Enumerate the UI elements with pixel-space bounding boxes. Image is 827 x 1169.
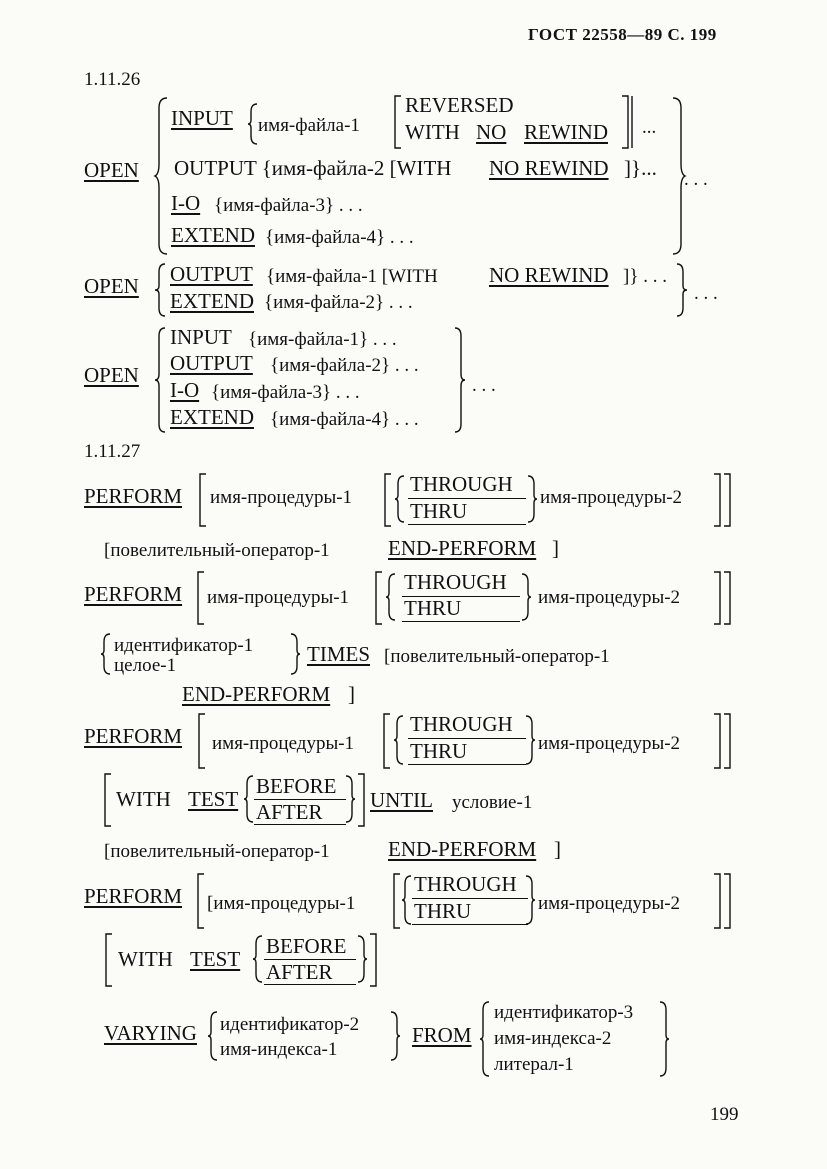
keyword-until: UNTIL [370, 788, 433, 812]
ellipsis: ... [642, 117, 657, 138]
keyword-extend: EXTEND [170, 405, 254, 429]
section-number: 1.11.26 [84, 69, 141, 90]
keyword-reversed: REVERSED [405, 93, 514, 117]
keyword-end-perform: END-PERFORM [388, 837, 537, 861]
brace [291, 634, 301, 674]
keyword-thru: THRU [404, 596, 462, 620]
brace [253, 936, 263, 982]
keyword-perform: PERFORM [84, 484, 183, 508]
keyword-times: TIMES [307, 642, 370, 666]
outer-ellipsis: . . . [472, 375, 496, 396]
file-name-1: {имя-файла-1} . . . [248, 329, 397, 350]
rule [408, 524, 526, 525]
brace [402, 876, 412, 924]
left-bracket [196, 874, 204, 928]
left-bracket [198, 474, 206, 526]
keyword-with: WITH [405, 120, 460, 144]
keyword-thru: THRU [410, 739, 468, 763]
close-bracket: ] [348, 682, 355, 706]
imperative-statement: [повелительный-оператор-1 [384, 646, 610, 667]
keyword-output: OUTPUT [170, 351, 253, 375]
keyword-before: BEFORE [266, 934, 347, 958]
rule [412, 924, 528, 925]
keyword-extend: EXTEND [170, 289, 254, 313]
keyword-input: INPUT [171, 106, 233, 130]
keyword-before: BEFORE [256, 774, 337, 798]
left-bracket [374, 572, 382, 624]
right-brace [677, 264, 689, 316]
procedure-name-1: имя-процедуры-1 [210, 487, 353, 508]
keyword-output: OUTPUT [170, 262, 253, 286]
close-bracket: ] [554, 837, 561, 861]
brace [244, 776, 254, 822]
output-line: OUTPUT {имя-файла-2 [WITH [174, 156, 452, 180]
keyword-from: FROM [412, 1023, 472, 1047]
index-name-1: имя-индекса-1 [220, 1039, 338, 1060]
procedure-name-1: [имя-процедуры-1 [207, 893, 356, 914]
procedure-name-1: имя-процедуры-1 [207, 587, 350, 608]
brace [660, 1002, 670, 1076]
identifier-3: идентификатор-3 [494, 1002, 634, 1023]
keyword-through: THROUGH [410, 712, 513, 736]
left-brace [155, 264, 167, 316]
right-bracket [714, 572, 732, 624]
keyword-no-rewind: NO REWIND [489, 263, 609, 287]
file-name-2: {имя-файла-2} . . . [270, 355, 419, 376]
right-bracket [370, 934, 378, 986]
keyword-thru: THRU [410, 499, 468, 523]
right-bracket [714, 474, 732, 526]
imperative-statement: [повелительный-оператор-1 [104, 841, 330, 862]
left-brace [155, 98, 169, 254]
right-bracket [714, 714, 732, 768]
condition-1: условие-1 [452, 792, 533, 813]
rule [254, 824, 346, 825]
keyword-input: INPUT [170, 325, 232, 349]
left-bracket [393, 96, 401, 148]
left-bracket [382, 714, 390, 768]
left-bracket [392, 874, 400, 928]
output-tail: ]}... [624, 156, 657, 180]
keyword-no-rewind: NO REWIND [489, 156, 609, 180]
procedure-name-2: имя-процедуры-2 [538, 893, 681, 914]
right-bracket [622, 96, 638, 148]
section-number: 1.11.27 [84, 441, 141, 462]
brace [395, 476, 405, 522]
keyword-io: I-O [170, 378, 200, 402]
left-brace [155, 328, 167, 432]
outer-ellipsis: . . . [684, 169, 708, 190]
file-name-3: {имя-файла-3} . . . [211, 382, 360, 403]
page-header: ГОСТ 22558—89 С. 199 [528, 25, 717, 44]
procedure-name-2: имя-процедуры-2 [540, 487, 683, 508]
keyword-through: THROUGH [414, 872, 517, 896]
keyword-after: AFTER [266, 960, 333, 984]
rule [408, 764, 526, 765]
right-bracket [358, 774, 366, 826]
identifier-2: идентификатор-2 [220, 1014, 360, 1035]
keyword-extend: EXTEND [171, 223, 255, 247]
brace [394, 716, 404, 764]
keyword-through: THROUGH [410, 472, 513, 496]
keyword-end-perform: END-PERFORM [182, 682, 331, 706]
keyword-varying: VARYING [104, 1021, 197, 1045]
output-tail: ]} . . . [623, 266, 667, 287]
left-bracket [104, 934, 112, 986]
brace [346, 776, 356, 822]
keyword-test: TEST [190, 947, 241, 971]
keyword-io: I-O [171, 191, 201, 215]
procedure-name-2: имя-процедуры-2 [538, 733, 681, 754]
keyword-test: TEST [188, 787, 239, 811]
left-bracket [197, 714, 205, 768]
rule [402, 621, 520, 622]
keyword-with: WITH [118, 947, 173, 971]
keyword-perform: PERFORM [84, 582, 183, 606]
index-name-2: имя-индекса-2 [494, 1028, 612, 1049]
keyword-perform: PERFORM [84, 884, 183, 908]
identifier-1: идентификатор-1 [114, 635, 254, 656]
left-bracket [383, 474, 391, 526]
brace [248, 104, 258, 144]
imperative-statement: [повелительный-оператор-1 [104, 540, 330, 561]
brace [526, 876, 536, 924]
keyword-through: THROUGH [404, 570, 507, 594]
file-name-3: {имя-файла-3} . . . [214, 195, 363, 216]
file-name-4: {имя-файла-4} . . . [270, 409, 419, 430]
keyword-open: OPEN [84, 274, 139, 298]
keyword-no: NO [476, 120, 507, 144]
rule [264, 984, 356, 985]
file-name-1: имя-файла-1 [258, 115, 360, 136]
keyword-with: WITH [116, 787, 171, 811]
brace [101, 634, 111, 674]
keyword-after: AFTER [256, 800, 323, 824]
brace [208, 1012, 218, 1060]
file-name-4: {имя-файла-4} . . . [265, 227, 414, 248]
brace [522, 574, 532, 620]
literal-1: литерал-1 [494, 1054, 574, 1075]
right-bracket [714, 874, 732, 928]
outer-ellipsis: . . . [694, 283, 718, 304]
brace [526, 716, 536, 764]
file-name-1: {имя-файла-1 [WITH [266, 266, 438, 287]
procedure-name-2: имя-процедуры-2 [538, 587, 681, 608]
keyword-end-perform: END-PERFORM [388, 536, 537, 560]
brace [386, 574, 396, 620]
file-name-2: {имя-файла-2} . . . [264, 292, 413, 313]
brace [528, 476, 538, 522]
left-bracket [196, 572, 204, 624]
brace [480, 1002, 490, 1076]
keyword-open: OPEN [84, 158, 139, 182]
brace [391, 1012, 401, 1060]
keyword-thru: THRU [414, 899, 472, 923]
keyword-rewind: REWIND [524, 120, 608, 144]
page-number: 199 [710, 1104, 739, 1125]
keyword-perform: PERFORM [84, 724, 183, 748]
right-brace [455, 328, 467, 432]
keyword-open: OPEN [84, 363, 139, 387]
procedure-name-1: имя-процедуры-1 [212, 733, 355, 754]
integer-1: целое-1 [114, 655, 177, 676]
brace [358, 936, 368, 982]
left-bracket [103, 774, 111, 826]
close-bracket: ] [552, 536, 559, 560]
